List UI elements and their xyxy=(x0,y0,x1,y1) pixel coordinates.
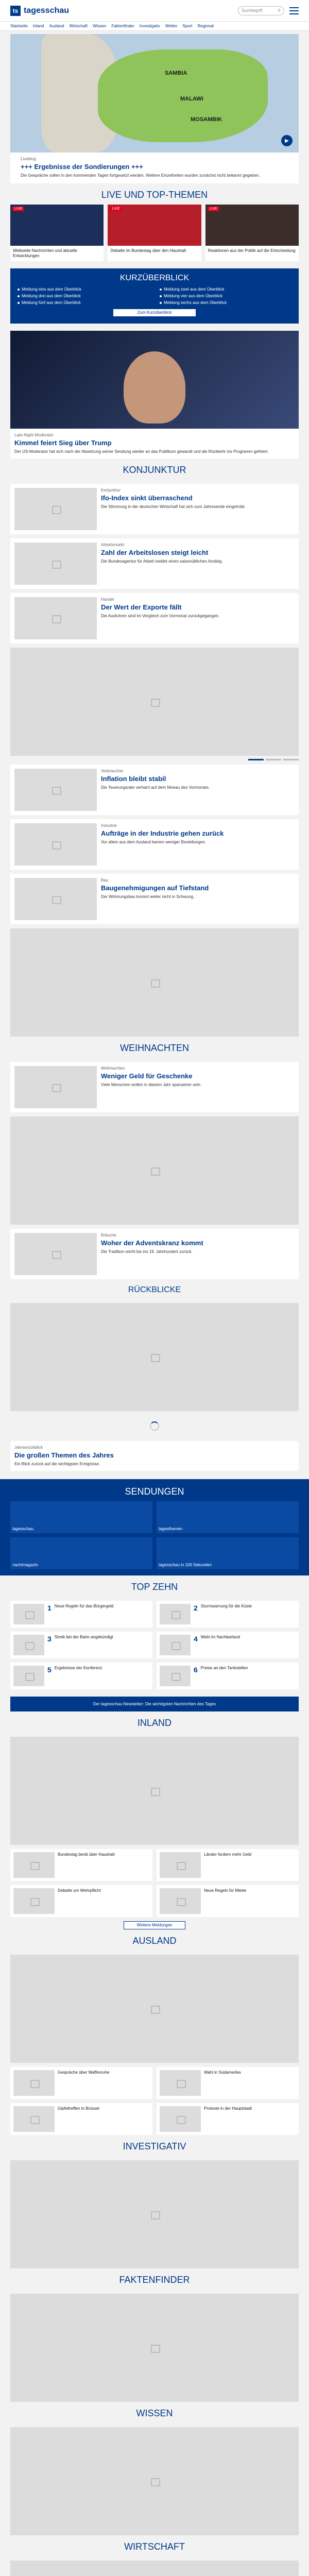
nav-item[interactable]: Wissen xyxy=(93,24,107,28)
section-title-ausland: AUSLAND xyxy=(132,1936,177,1946)
mini-teaser[interactable] xyxy=(157,2067,299,2099)
image-placeholder xyxy=(14,1233,97,1275)
kub-item[interactable] xyxy=(18,287,149,292)
headline: Der Wert der Exporte fällt xyxy=(101,603,182,611)
image-placeholder xyxy=(160,1604,191,1624)
mini-teaser[interactable] xyxy=(157,2103,299,2135)
section-title-live: LIVE UND TOP-THEMEN xyxy=(101,190,208,200)
kub-item-label: Meldung fünf aus dem Überblick xyxy=(22,300,81,305)
top10-label: Preise an den Tankstellen xyxy=(200,1666,248,1670)
image-placeholder xyxy=(160,1635,191,1655)
top10-label: Ergebnisse der Konferenz xyxy=(54,1666,102,1670)
mini-label: Debatte um Wehrpflicht xyxy=(58,1888,101,1893)
nav-item[interactable]: Startseite xyxy=(10,24,28,28)
sendung-card[interactable] xyxy=(157,1501,299,1533)
top10-label: Streik bei der Bahn angekündigt xyxy=(54,1635,113,1639)
sendung-label: tagesschau in 100 Sekunden xyxy=(159,1563,212,1567)
top10-item[interactable] xyxy=(157,1663,299,1689)
image-placeholder xyxy=(160,1888,201,1914)
kub-title: KURZÜBERBLICK xyxy=(119,274,190,282)
live-image xyxy=(205,205,299,246)
more-button[interactable]: Weitere Meldungen xyxy=(124,1921,185,1929)
image-placeholder xyxy=(14,597,97,639)
image-placeholder[interactable] xyxy=(10,1116,299,1225)
mini-teaser[interactable] xyxy=(157,1885,299,1917)
rank: 6 xyxy=(194,1666,198,1674)
article-teaser[interactable] xyxy=(10,1229,299,1279)
mini-label: Proteste in der Hauptstadt xyxy=(204,2106,252,2111)
image-placeholder xyxy=(14,488,97,530)
kub-item[interactable] xyxy=(18,300,149,305)
main-nav xyxy=(0,22,309,31)
image-placeholder[interactable] xyxy=(10,928,299,1037)
live-text: Debatte im Bundestag über den Haushalt xyxy=(110,248,186,253)
section-title-konjunktur: KONJUNKTUR xyxy=(123,465,186,475)
image-placeholder xyxy=(13,1666,44,1686)
section-title-investigativ: INVESTIGATIV xyxy=(123,2141,186,2151)
image-placeholder xyxy=(14,1066,97,1108)
carousel-dots[interactable] xyxy=(10,759,299,760)
teaser-text: Die Ausfuhren sind im Vergleich zum Vormonat zurückgegangen. xyxy=(101,614,220,618)
kub-item[interactable] xyxy=(160,294,291,298)
article-teaser[interactable] xyxy=(10,819,299,870)
newsletter-banner[interactable]: Der tagesschau-Newsletter: Die wichtigsten Nachrichten des Tages xyxy=(10,1697,299,1711)
image-placeholder[interactable] xyxy=(10,1955,299,2063)
top10-item[interactable] xyxy=(10,1632,152,1658)
article-teaser[interactable] xyxy=(10,538,299,589)
image-placeholder[interactable] xyxy=(10,2160,299,2268)
image-placeholder xyxy=(14,878,97,920)
sendung-card[interactable] xyxy=(10,1501,152,1533)
nav-item[interactable]: Inland xyxy=(32,24,44,28)
nav-item[interactable]: Wetter xyxy=(165,24,178,28)
logo-mark: ts xyxy=(10,6,21,16)
kicker: Liveblog xyxy=(21,157,36,161)
live-text: Weltweite Nachrichten und aktuelle Entwicklungen xyxy=(13,248,77,258)
section-title-sendungen: SENDUNGEN xyxy=(125,1486,184,1497)
teaser-text: Die Gespräche sollen in den kommenden Tagen fortgesetzt werden. Weitere Einzelheiten wurden zunächst nicht bekannt gegeben. xyxy=(21,173,260,178)
top10-label: Wahl im Nachbarland xyxy=(200,1635,240,1639)
image-placeholder[interactable] xyxy=(10,1303,299,1411)
section-title-wirtschaft: WIRTSCHAFT xyxy=(124,2541,185,2552)
kub-item[interactable] xyxy=(18,294,149,298)
headline: +++ Ergebnisse der Sondierungen +++ xyxy=(21,163,143,171)
article-teaser[interactable] xyxy=(10,1062,299,1112)
teaser-text: Die Tradition reicht bis ins 19. Jahrhundert zurück. xyxy=(101,1249,193,1254)
hero-image xyxy=(10,331,299,429)
mini-teaser[interactable] xyxy=(10,2103,152,2135)
live-text: Reaktionen aus der Politik auf die Entscheidung xyxy=(208,248,296,253)
top10-label: Neue Regeln für das Bürgergeld xyxy=(54,1604,114,1608)
map-label: SAMBIA xyxy=(165,70,187,76)
kicker: Verbraucher xyxy=(101,769,124,773)
mini-label: Neue Regeln für Mieter xyxy=(204,1888,247,1893)
image-placeholder xyxy=(13,1635,44,1655)
rank: 2 xyxy=(194,1604,198,1612)
sendung-label: tagesschau xyxy=(12,1527,33,1531)
image-placeholder xyxy=(160,2070,201,2096)
sendungen-band xyxy=(0,1479,309,1575)
logo-text: tagesschau xyxy=(24,6,70,15)
logo[interactable] xyxy=(10,6,69,16)
image-placeholder xyxy=(14,769,97,811)
kicker: Bau xyxy=(101,878,109,883)
kicker: Late-Night-Moderator xyxy=(14,433,54,437)
mini-teaser[interactable] xyxy=(10,1885,152,1917)
kub-item-label: Meldung drei aus dem Überblick xyxy=(22,294,81,298)
image-placeholder[interactable] xyxy=(10,2561,299,2576)
top10-item[interactable] xyxy=(157,1632,299,1658)
rank: 3 xyxy=(47,1635,52,1643)
section-title-rueckblicke: RÜCKBLICKE xyxy=(128,1285,181,1294)
mini-label: Bundestag berät über Haushalt xyxy=(58,1852,115,1857)
map-label: MOSAMBIK xyxy=(191,116,222,123)
loading-icon xyxy=(150,1421,159,1431)
teaser-text: Die Bundesagentur für Arbeit meldet einen saisonüblichen Anstieg. xyxy=(101,559,223,564)
rank: 5 xyxy=(47,1666,52,1674)
section-title-wissen: WISSEN xyxy=(136,2408,173,2418)
live-card[interactable] xyxy=(108,205,201,261)
teaser-text: Die Stimmung in der deutschen Wirtschaft hat sich zum Jahresende eingetrübt. xyxy=(101,504,246,509)
mini-label: Gipfeltreffen in Brüssel xyxy=(58,2106,99,2111)
search-icon: ⚲ xyxy=(278,8,281,13)
nav-item[interactable]: Faktenfinder xyxy=(111,24,134,28)
kub-button[interactable]: Zum Kurzüberblick xyxy=(113,309,196,316)
image-placeholder[interactable] xyxy=(10,1737,299,1845)
lead-map[interactable] xyxy=(10,34,299,152)
sendungen-row xyxy=(10,1537,299,1569)
live-card[interactable] xyxy=(10,205,104,261)
kub-item[interactable] xyxy=(160,287,291,292)
teaser-text: Viele Menschen wollen in diesem Jahr sparsamer sein. xyxy=(101,1082,202,1087)
kicker: Industrie xyxy=(101,823,117,828)
top10-label: Sturmwarnung für die Küste xyxy=(200,1604,252,1608)
search-placeholder: Suchbegriff xyxy=(242,8,263,13)
teaser-text: Der Wohnungsbau kommt weiter nicht in Schwung. xyxy=(101,894,195,899)
nav-item[interactable]: Ausland xyxy=(49,24,64,28)
nav-item[interactable]: Sport xyxy=(182,24,193,28)
headline: Ifo-Index sinkt überraschend xyxy=(101,494,193,502)
live-image xyxy=(10,205,104,246)
image-placeholder xyxy=(160,1852,201,1878)
kub-item-label: Meldung sechs aus dem Überblick xyxy=(164,300,227,305)
image-placeholder[interactable] xyxy=(10,2294,299,2402)
kicker: Handel xyxy=(101,597,114,602)
kicker: Jahresrückblick xyxy=(14,1445,43,1450)
teaser-text: Vor allem aus dem Ausland kamen weniger Bestellungen. xyxy=(101,840,207,844)
sendungen-row xyxy=(10,1501,299,1533)
search-input[interactable] xyxy=(238,6,284,15)
sendung-label: nachtmagazin xyxy=(12,1563,38,1567)
kub-item-label: Meldung vier aus dem Überblick xyxy=(164,294,223,298)
sendung-label: tagesthemen xyxy=(159,1527,183,1531)
section-title-top10: TOP ZEHN xyxy=(131,1582,178,1592)
headline: Baugenehmigungen auf Tiefstand xyxy=(101,884,209,892)
article-teaser[interactable] xyxy=(10,484,299,534)
kub-list xyxy=(18,287,291,305)
hero-teaser[interactable] xyxy=(10,331,299,459)
teaser-text: Ein Blick zurück auf die wichtigsten Ereignisse. xyxy=(14,1462,100,1466)
image-placeholder xyxy=(13,1604,44,1624)
article-teaser[interactable] xyxy=(10,1441,299,1471)
headline: Kimmel feiert Sieg über Trump xyxy=(14,439,112,447)
teaser-text: Die Teuerungsrate verharrt auf dem Niveau des Vormonats. xyxy=(101,785,210,790)
headline: Inflation bleibt stabil xyxy=(101,775,166,783)
image-placeholder xyxy=(13,2070,55,2096)
article-teaser[interactable] xyxy=(10,874,299,924)
image-placeholder xyxy=(160,2106,201,2132)
image-placeholder[interactable] xyxy=(10,648,299,756)
live-card[interactable] xyxy=(205,205,299,261)
top10-item[interactable] xyxy=(157,1601,299,1628)
image-placeholder xyxy=(160,1666,191,1686)
top10-item[interactable] xyxy=(10,1663,152,1689)
kicker: Arbeitsmarkt xyxy=(101,543,124,547)
mini-label: Gespräche über Waffenruhe xyxy=(58,2070,110,2075)
section-title-faktenfinder: FAKTENFINDER xyxy=(119,2275,190,2285)
play-icon[interactable]: ▶ xyxy=(281,135,293,146)
headline: Aufträge in der Industrie gehen zurück xyxy=(101,829,224,837)
kicker: Bräuche xyxy=(101,1233,116,1238)
mini-teaser[interactable] xyxy=(10,1849,152,1881)
headline: Die großen Themen des Jahres xyxy=(14,1451,114,1459)
image-placeholder xyxy=(13,1852,55,1878)
nav-item[interactable]: Regional xyxy=(197,24,214,28)
rank: 4 xyxy=(194,1635,198,1643)
article-teaser[interactable] xyxy=(10,593,299,643)
ausland-list xyxy=(10,2067,299,2135)
menu-icon[interactable] xyxy=(289,7,299,14)
image-placeholder xyxy=(13,2106,55,2132)
live-image xyxy=(108,205,201,246)
section-title-inland: INLAND xyxy=(137,1718,171,1728)
kub-item-label: Meldung zwei aus dem Überblick xyxy=(164,287,225,292)
rank: 1 xyxy=(47,1604,52,1612)
site-header xyxy=(0,0,309,22)
headline: Zahl der Arbeitslosen steigt leicht xyxy=(101,549,209,556)
mini-label: Wahl in Südamerika xyxy=(204,2070,241,2075)
sendung-card[interactable] xyxy=(10,1537,152,1569)
mini-label: Länder fordern mehr Geld xyxy=(204,1852,252,1857)
mini-teaser[interactable] xyxy=(10,2067,152,2099)
section-title-weihnachten: WEIHNACHTEN xyxy=(120,1043,189,1053)
image-placeholder xyxy=(14,543,97,585)
nav-item[interactable]: Investigativ xyxy=(139,24,160,28)
inland-list xyxy=(10,1849,299,1917)
kub-item-label: Meldung eins aus dem Überblick xyxy=(22,287,82,292)
kicker: Konjunktur xyxy=(101,488,121,493)
sendung-card[interactable] xyxy=(157,1537,299,1569)
headline: Woher der Adventskranz kommt xyxy=(101,1239,203,1247)
live-row xyxy=(0,205,309,261)
kurzueberblick-box xyxy=(10,268,299,324)
map-label: MALAWI xyxy=(180,96,203,102)
image-placeholder xyxy=(13,1888,55,1914)
teaser-text: Der US-Moderator hat sich nach der Absetzung seiner Sendung wieder an das Publikum gewandt und die Rückkehr ins Programm gefeiert. xyxy=(14,449,269,454)
image-placeholder xyxy=(14,823,97,866)
live-badge: LIVE xyxy=(12,207,24,211)
image-placeholder[interactable] xyxy=(10,2427,299,2535)
live-badge: LIVE xyxy=(208,207,219,211)
mini-teaser[interactable] xyxy=(157,1849,299,1881)
top10-item[interactable] xyxy=(10,1601,152,1628)
article-teaser[interactable] xyxy=(10,765,299,815)
lead-teaser[interactable] xyxy=(10,152,299,183)
live-badge: LIVE xyxy=(110,207,122,211)
nav-item[interactable]: Wirtschaft xyxy=(69,24,88,28)
headline: Weniger Geld für Geschenke xyxy=(101,1072,193,1080)
top10-list xyxy=(10,1601,299,1689)
kicker: Weihnachten xyxy=(101,1066,125,1071)
kub-item[interactable] xyxy=(160,300,291,305)
